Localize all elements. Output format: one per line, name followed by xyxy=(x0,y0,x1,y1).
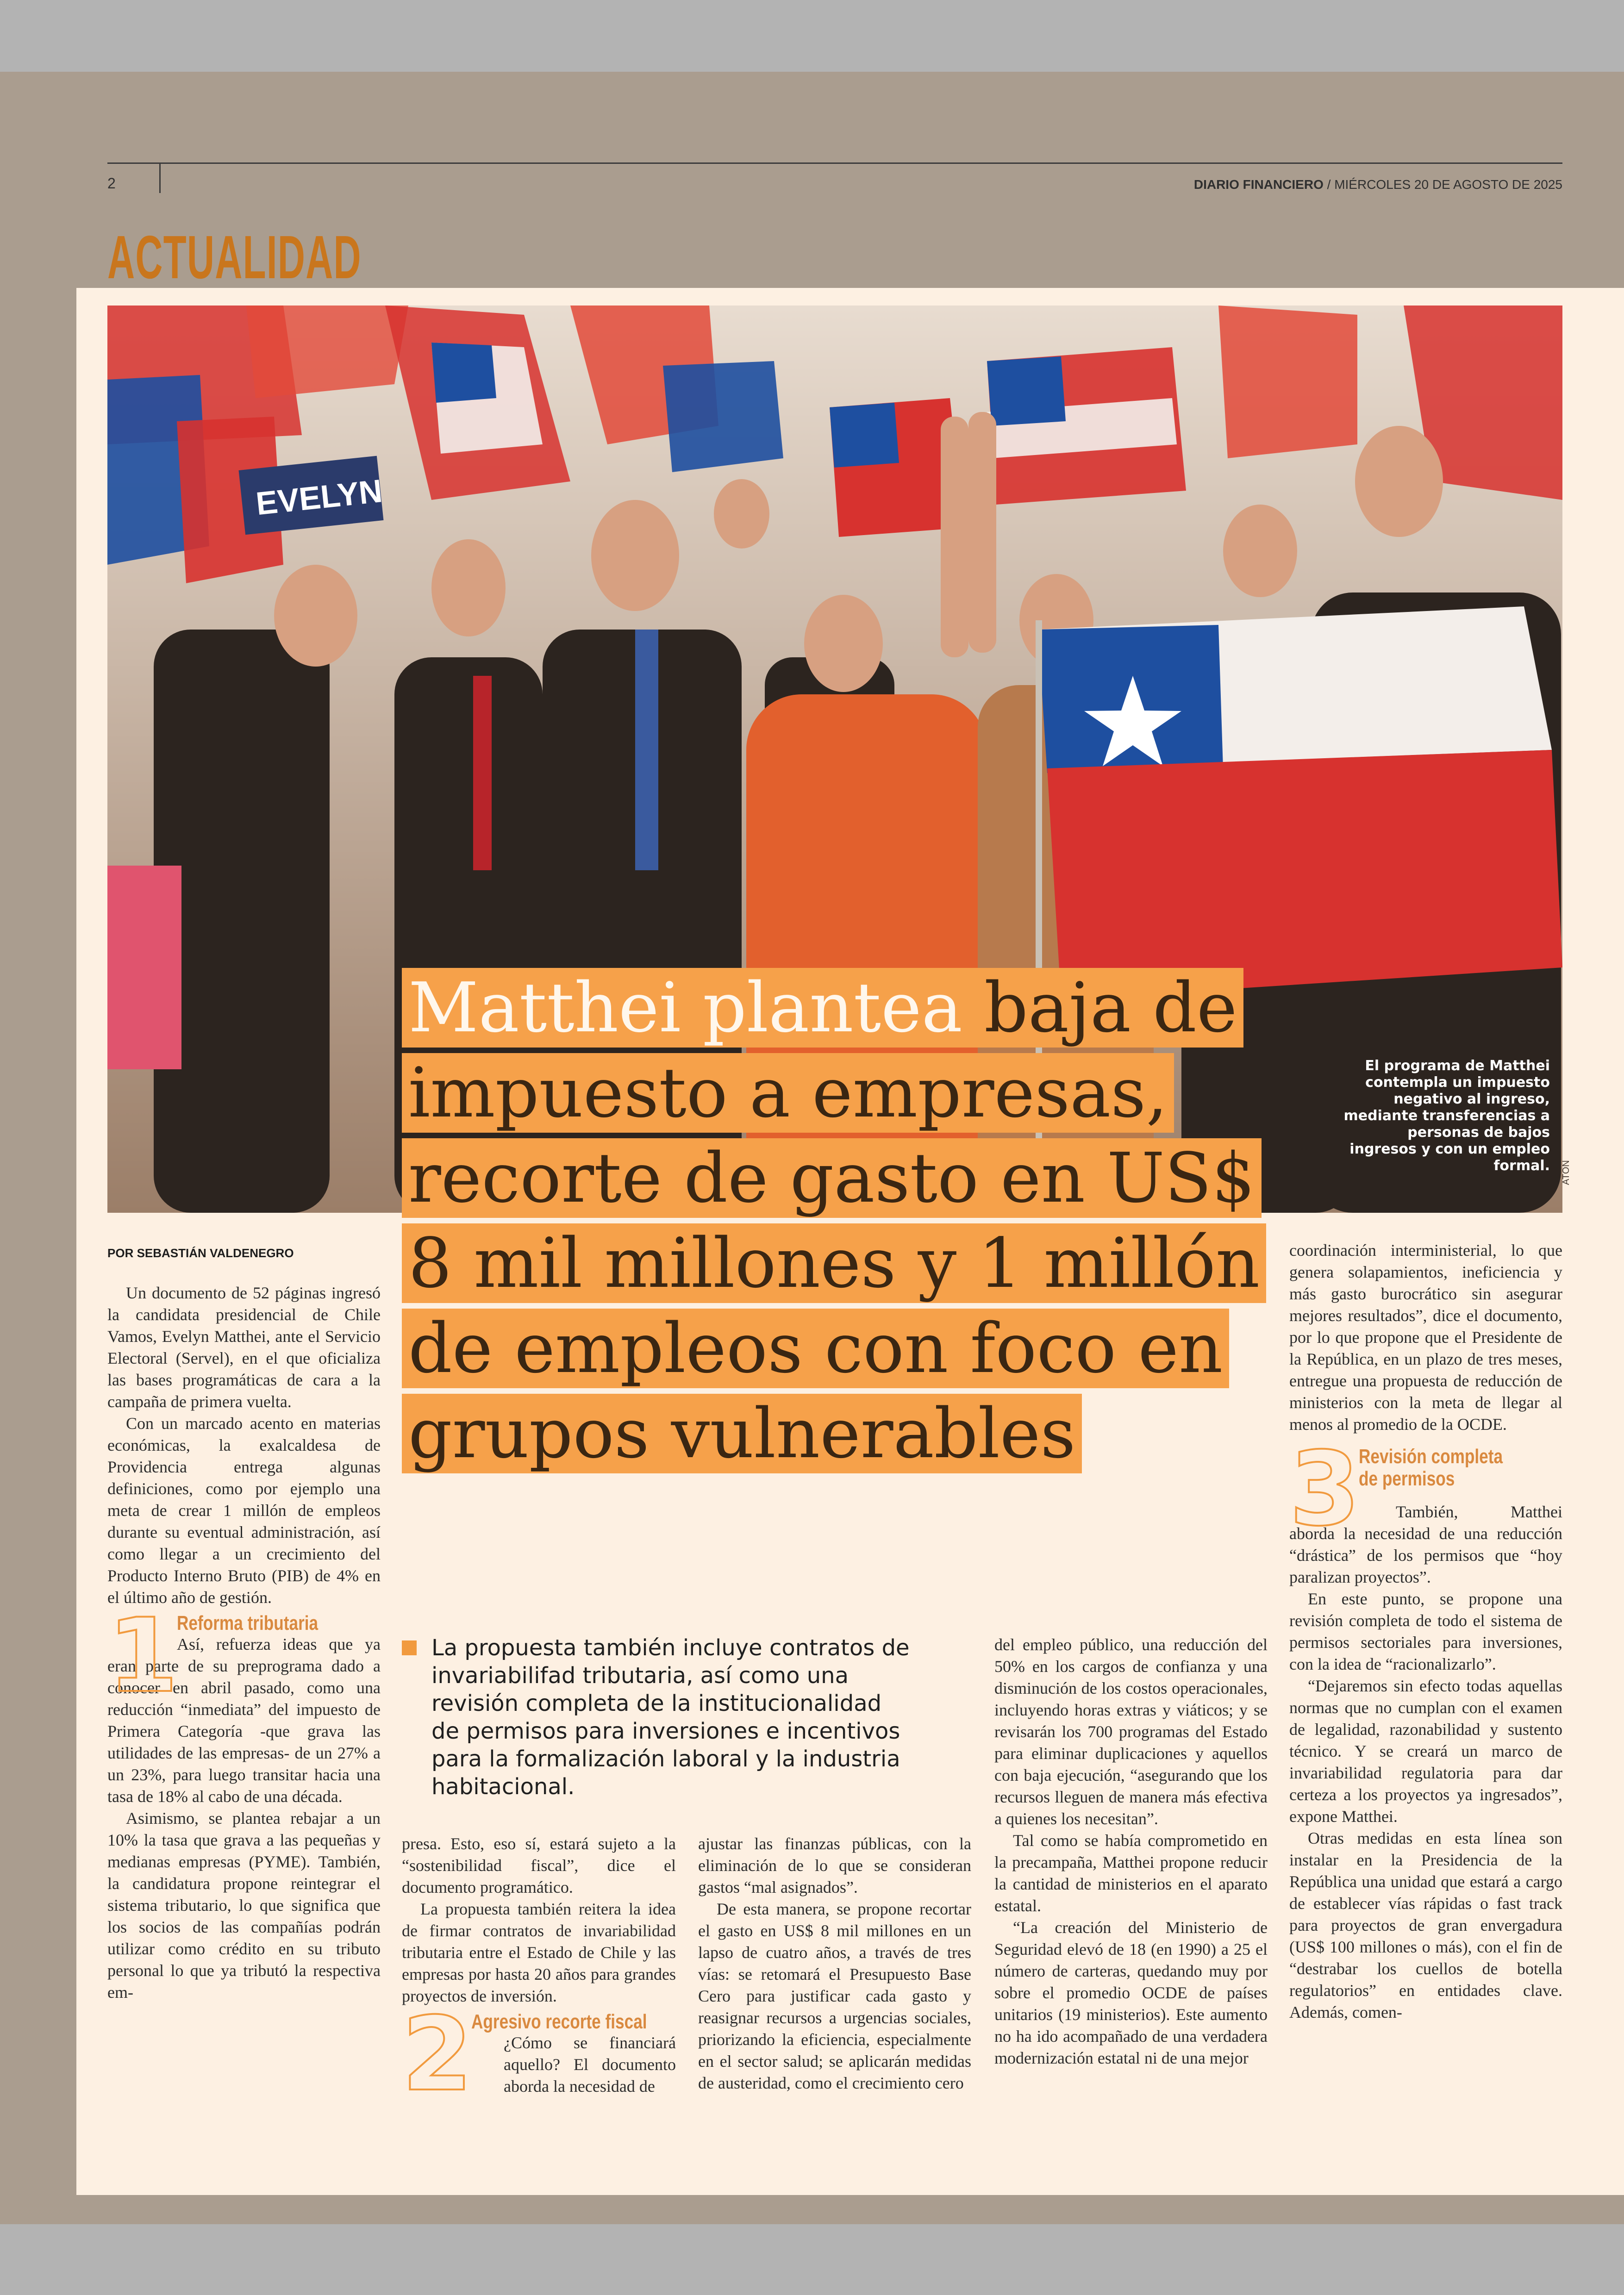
subhead-number: 2 xyxy=(402,1995,473,2114)
subhead-title: Revisión completa de permisos xyxy=(1359,1445,1503,1490)
paragraph: Otras medidas en esta línea son instalar en la Presidencia de la República una unidad que estará a cargo de establecer vías rápidas o fast track para proyectos de gran envergadura (US$ 100 millones o más), con el fin de “destrabar los cuellos de botella regulatorios” en entidades clave. Además, comen- xyxy=(1289,1829,1562,2021)
deck-text: La propuesta también incluye contratos de invariabilifad tributaria, así como una revisión completa de la institucionalidad de permisos para inversiones e incentivos para la formalización laboral y la industria habitacional. xyxy=(431,1635,910,1800)
headline xyxy=(402,965,1272,1476)
section-label: ACTUALIDAD xyxy=(107,223,362,291)
headline-lead: Matthei plantea xyxy=(408,968,962,1048)
photo-caption: El programa de Matthei contempla un impuesto negativo al ingreso, mediante transferencias a personas de bajos ingresos y con un empleo formal. xyxy=(1343,1058,1550,1174)
subhead-recorte-fiscal xyxy=(402,1995,676,2114)
paragraph: De esta manera, se propone recortar el gasto en US$ 8 mil millones en un lapso de cuatro años, a través de tres vías: se retomará el Presupuesto Base Cero para justificar cada gasto y reasignar recursos a urgencias sociales, priorizando la eficiencia, especialmente en el sector salud; se aplicarán medidas de austeridad, como el crecimiento cero xyxy=(698,1900,971,2092)
page-number-divider xyxy=(159,163,161,193)
subhead-title: Reforma tributaria xyxy=(177,1612,319,1634)
paragraph: Un documento de 52 páginas ingresó la candidata presidencial de Chile Vamos, Evelyn Matthei, ante el Servicio Electoral (Servel), en el que oficializa las bases programáticas de cara a la campaña de primera vuelta. xyxy=(107,1284,381,1411)
article-column-1 xyxy=(107,1282,381,2003)
paragraph: Con un marcado acento en materias económicas, la exalcaldesa de Providencia entrega algunas definiciones, como por ejemplo una meta de crear 1 millón de empleos durante su eventual administración, así como llegar a un crecimiento del Producto Interno Bruto (PIB) de 4% en el último año de gestión. xyxy=(107,1414,381,1607)
article-column-2 xyxy=(402,1833,676,2114)
subhead-number: 1 xyxy=(107,1597,179,1715)
paper-name: DIARIO FINANCIERO xyxy=(1193,177,1324,192)
header-rule xyxy=(107,162,1562,164)
paragraph: coordinación interministerial, lo que genera solapamientos, ineficiencia y más gasto burocrático sin asegurar mejores resultados”, dice el documento, por lo que propone que el Presidente de la República, en un plazo de tres meses, entregue una propuesta de reducción de ministerios con la meta de llegar al menos al promedio de la OCDE. xyxy=(1289,1241,1562,1434)
subhead-title: Agresivo recorte fiscal xyxy=(471,2010,647,2033)
page-number: 2 xyxy=(107,175,116,192)
foreground-flag xyxy=(1038,606,1562,1000)
paragraph: También, Matthei aborda la necesidad de una reducción “drástica” de los permisos que “hoy paralizan proyectos”. xyxy=(1289,1503,1562,1586)
article-column-3 xyxy=(698,1833,971,2094)
masthead xyxy=(1194,177,1562,192)
sign-text: EVELYN xyxy=(254,473,384,522)
byline: POR SEBASTIÁN VALDENEGRO xyxy=(107,1246,294,1260)
paragraph: ¿Cómo se financiará aquello? El documento aborda la necesidad de xyxy=(504,2033,676,2095)
headline-rest: baja de impuesto a empresas, recorte de gasto en US$ 8 mil millones y 1 millón de empleos con foco en grupos vulnerables xyxy=(408,968,1260,1473)
paragraph: Asimismo, se plantea rebajar a un 10% la tasa que grava a las pequeñas y medianas empresas (PYME). También, la candidatura propone reintegrar el sistema tributario, lo que significa que los socios de las compañías podrán utilizar como crédito en su tributo personal lo que ya tributó la respectiva em- xyxy=(107,1809,381,2002)
paragraph: del empleo público, una reducción del 50% en los cargos de confianza y una disminución de los costos operacionales, incluyendo horas extras y viáticos; y se revisarán los 700 programas del Estado para eliminar duplicaciones y aquellos con baja ejecución, “asegurando que los recursos lleguen de manera más efectiva a quienes los necesitan”. xyxy=(994,1635,1268,1828)
subhead-number: 3 xyxy=(1289,1430,1361,1548)
article-column-5 xyxy=(1289,1240,1562,2023)
photo-credit: ATON xyxy=(1561,1160,1571,1185)
paragraph: “Dejaremos sin efecto todas aquellas normas que no cumplan con el examen de legalidad, razonabilidad y sustento técnico. Y se creará un marco de invariabilidad regulatoria para dar certeza a los proyectos ya ingresados”, expone Matthei. xyxy=(1289,1677,1562,1826)
paragraph: Así, refuerza ideas que ya eran parte de su preprograma dado a conocer en abril pasado, como una reducción “inmediata” del impuesto de Primera Categoría -que grava las utilidades de las empresas- de un 27% a un 23%, para luego transitar hacia una tasa de 18% al cabo de una década. xyxy=(107,1635,381,1806)
paragraph: ajustar las finanzas públicas, con la eliminación de lo que se consideran gastos “mal asignados”. xyxy=(698,1834,971,1896)
deck-bullet-icon xyxy=(402,1640,417,1655)
subhead-reforma-tributaria xyxy=(107,1597,381,1715)
deck xyxy=(402,1634,916,1801)
article-column-4 xyxy=(994,1634,1268,2069)
paragraph: “La creación del Ministerio de Seguridad elevó de 18 (en 1990) a 25 el número de carteras, quedando muy por sobre el promedio OCDE de países unitarios (19 ministerios). Este aumento no ha ido acompañado de una verdadera modernización estatal ni de una mejor xyxy=(994,1918,1268,2067)
issue-date: / MIÉRCOLES 20 DE AGOSTO DE 2025 xyxy=(1323,177,1562,192)
paragraph: La propuesta también reitera la idea de firmar contratos de invariabilidad tributaria entre el Estado de Chile y las empresas por hasta 20 años para grandes proyectos de inversión. xyxy=(402,1900,676,2005)
paragraph: presa. Esto, eso sí, estará sujeto a la “sostenibilidad fiscal”, dice el documento programático. xyxy=(402,1834,676,1896)
paragraph: Tal como se había comprometido en la precampaña, Matthei propone reducir la cantidad de ministerios en el aparato estatal. xyxy=(994,1831,1268,1915)
paragraph: En este punto, se propone una revisión completa de todo el sistema de permisos sectoriales para inversiones, con la idea de “racionalizarlo”. xyxy=(1289,1590,1562,1673)
